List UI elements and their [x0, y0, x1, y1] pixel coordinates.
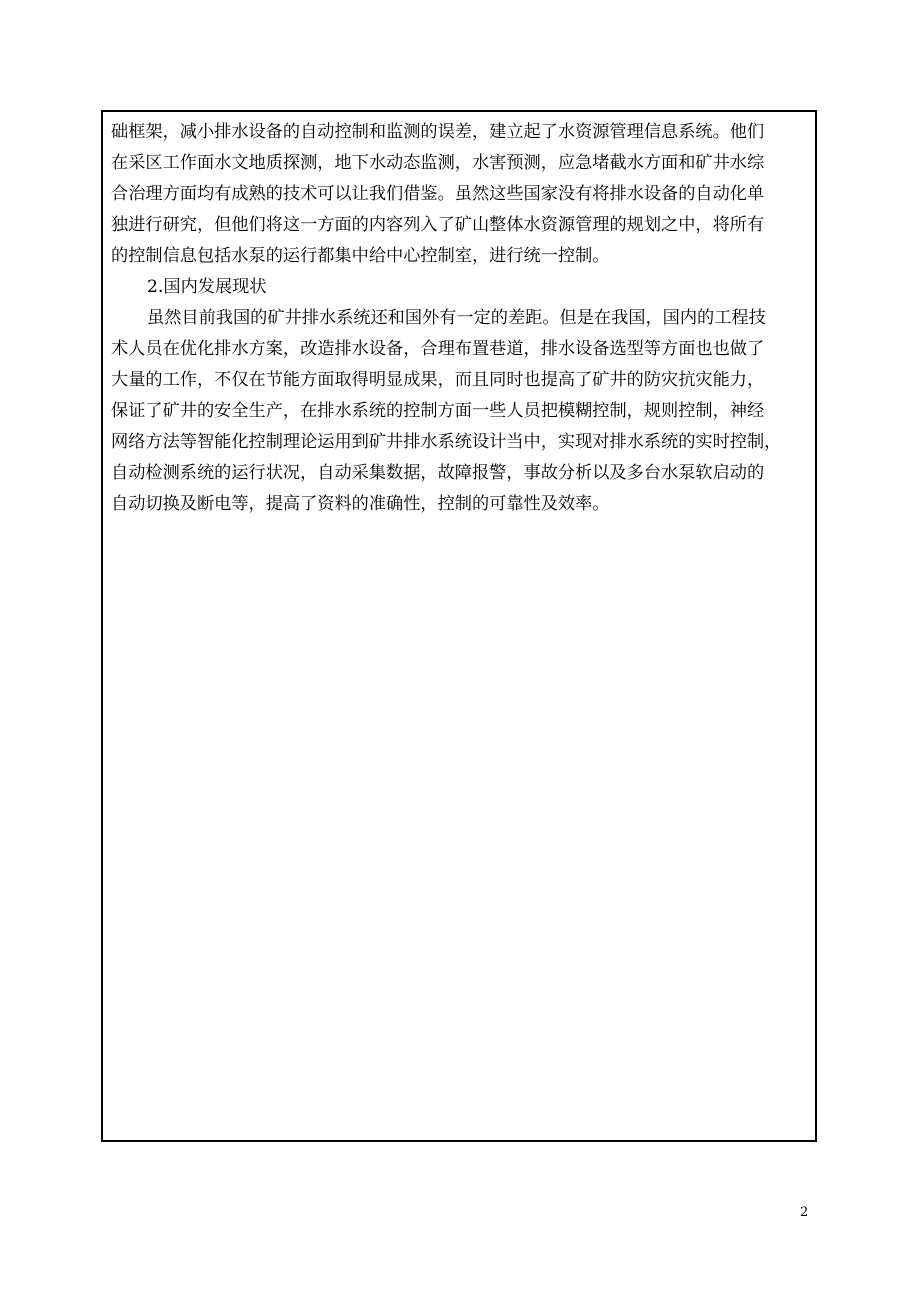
text-line: 术人员在优化排水方案，改造排水设备，合理布置巷道，排水设备选型等方面也也做了 [111, 339, 765, 359]
text-line: 在采区工作面水文地质探测，地下水动态监测，水害预测，应急堵截水方面和矿井水综 [111, 153, 765, 173]
text-line: 虽然目前我国的矿井排水系统还和国外有一定的差距。但是在我国，国内的工程技 [147, 308, 766, 328]
page-number: 2 [800, 1205, 809, 1220]
text-line: 合治理方面均有成熟的技术可以让我们借鉴。虽然这些国家没有将排水设备的自动化单 [111, 184, 765, 204]
text-line: 自动检测系统的运行状况，自动采集数据，故障报警，事故分析以及多台水泵软启动的 [111, 463, 765, 483]
body-text [111, 117, 811, 520]
text-line: 自动切换及断电等，提高了资料的准确性，控制的可靠性及效率。 [111, 494, 610, 514]
text-line: 础框架，减小排水设备的自动控制和监测的误差，建立起了水资源管理信息系统。他们 [111, 122, 765, 142]
text-line: 保证了矿井的安全生产，在排水系统的控制方面一些人员把模糊控制，规则控制，神经 [111, 401, 765, 421]
section-heading: 2.国内发展现状 [147, 277, 267, 297]
text-line: 网络方法等智能化控制理论运用到矿井排水系统设计当中，实现对排水系统的实时控制， [111, 432, 782, 452]
text-line: 独进行研究，但他们将这一方面的内容列入了矿山整体水资源管理的规划之中，将所有 [111, 215, 765, 235]
text-line: 的控制信息包括水泵的运行都集中给中心控制室，进行统一控制。 [111, 246, 610, 266]
content-frame [101, 110, 817, 1142]
text-line: 大量的工作，不仅在节能方面取得明显成果，而且同时也提高了矿井的防灾抗灾能力， [111, 370, 765, 390]
